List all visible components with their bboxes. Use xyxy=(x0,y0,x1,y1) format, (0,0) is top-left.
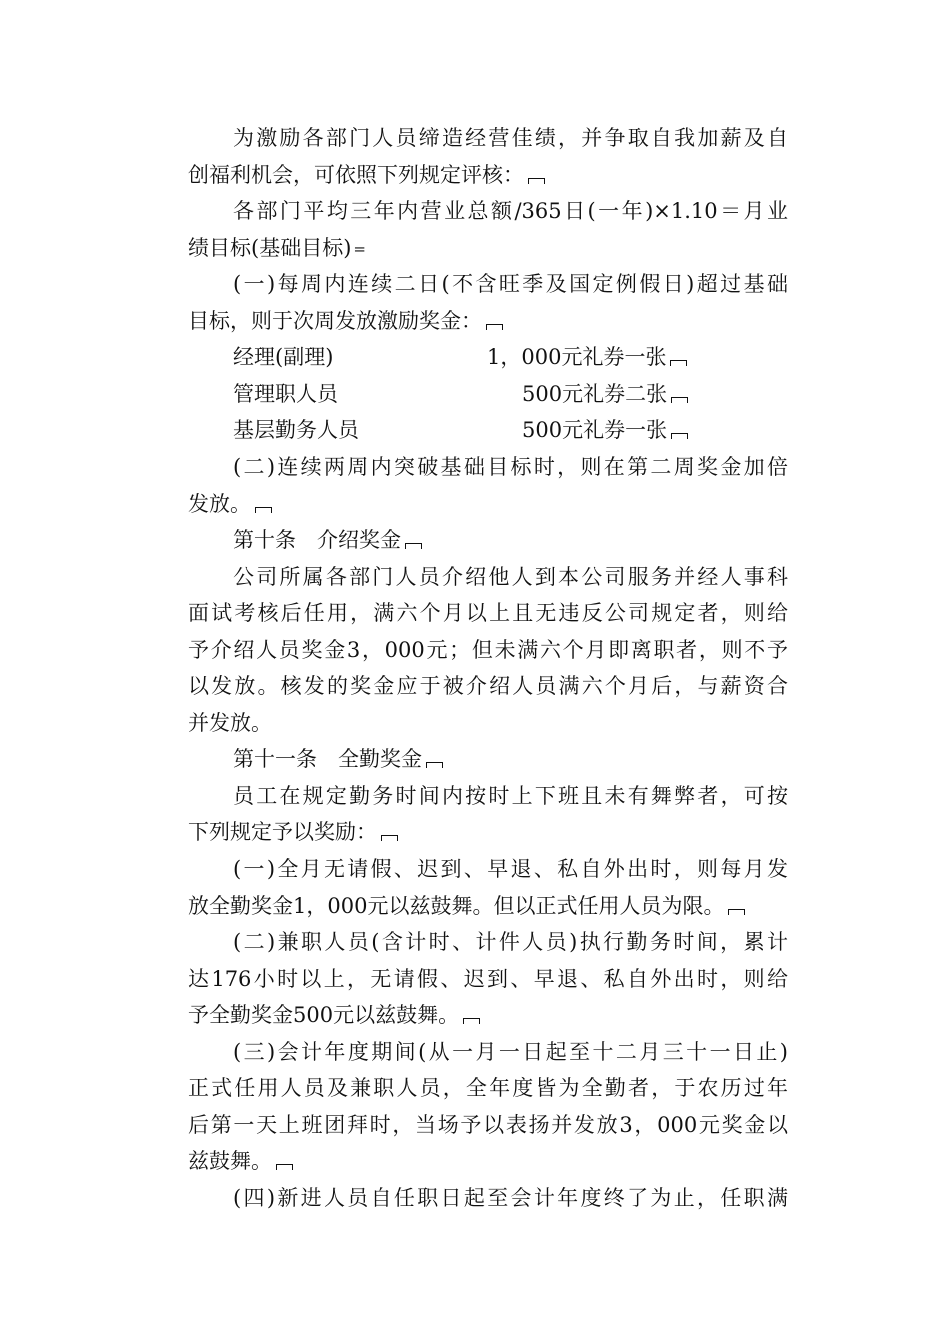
row-label: 基层勤务人员 xyxy=(233,418,359,442)
paragraph-mark-icon xyxy=(276,1164,293,1170)
text-line xyxy=(188,668,788,704)
text-line xyxy=(188,997,788,1033)
line-text: (四)新进人员自任职日起至会计年度终了为止，任职满 xyxy=(233,1186,788,1210)
line-text: (一)每周内连续二日(不含旺季及国定例假日)超过基础 xyxy=(233,272,788,296)
line-text: (一)全月无请假、迟到、早退、私自外出时，则每月发 xyxy=(233,857,788,881)
text-line xyxy=(233,522,788,558)
text-line xyxy=(233,1034,788,1070)
paragraph-mark-icon xyxy=(670,360,687,366)
row-value xyxy=(522,376,688,412)
text-line xyxy=(233,1180,788,1216)
paragraph-mark-icon xyxy=(255,507,272,513)
line-text: 为激励各部门人员缔造经营佳绩，并争取自我加薪及自 xyxy=(233,126,788,150)
text-line xyxy=(188,486,788,522)
line-text: 予介绍人员奖金3，000元；但未满六个月即离职者，则不予 xyxy=(188,638,788,662)
text-line xyxy=(188,157,788,193)
text-line xyxy=(188,961,788,997)
row-value-text: 500元礼券二张 xyxy=(522,382,668,406)
row-value-text: 500元礼券一张 xyxy=(522,418,668,442)
line-text: (二)兼职人员(含计时、计件人员)执行勤务时间，累计 xyxy=(233,930,788,954)
line-text: 兹鼓舞。 xyxy=(188,1149,272,1173)
text-line xyxy=(188,814,788,850)
line-text: 以发放。核发的奖金应于被介绍人员满六个月后，与薪资合 xyxy=(188,674,788,698)
line-text: 第十一条 全勤奖金 xyxy=(233,747,422,771)
line-text: 放全勤奖金1，000元以兹鼓舞。但以正式任用人员为限。 xyxy=(188,894,725,918)
text-line xyxy=(233,778,788,814)
text-line xyxy=(233,559,788,595)
line-text: 下列规定予以奖励： xyxy=(188,820,377,844)
line-text: 面试考核后任用，满六个月以上且无违反公司规定者，则给 xyxy=(188,601,788,625)
row-value xyxy=(487,339,687,375)
text-line xyxy=(188,303,788,339)
line-text: 公司所属各部门人员介绍他人到本公司服务并经人事科 xyxy=(233,565,788,589)
equals-mark-icon: = xyxy=(353,240,366,258)
row-value-text: 1，000元礼券一张 xyxy=(487,345,667,369)
line-text: (三)会计年度期间(从一月一日起至十二月三十一日止) xyxy=(233,1040,788,1064)
text-line xyxy=(188,1070,788,1106)
table-row xyxy=(233,376,788,412)
table-row xyxy=(233,339,788,375)
paragraph-mark-icon xyxy=(463,1018,480,1024)
paragraph-mark-icon xyxy=(486,324,503,330)
text-line xyxy=(233,193,788,229)
line-text: 达176小时以上，无请假、迟到、早退、私自外出时，则给 xyxy=(188,967,788,991)
paragraph-mark-icon xyxy=(405,543,422,549)
paragraph-mark-icon xyxy=(528,178,545,184)
paragraph-mark-icon xyxy=(426,762,443,768)
line-text: 员工在规定勤务时间内按时上下班且未有舞弊者，可按 xyxy=(233,784,788,808)
paragraph-mark-icon xyxy=(671,397,688,403)
text-line xyxy=(188,1107,788,1143)
text-line xyxy=(188,888,788,924)
line-text: 发放。 xyxy=(188,492,251,516)
text-line xyxy=(188,230,788,266)
text-line xyxy=(233,741,788,777)
text-line xyxy=(188,632,788,668)
line-text: 后第一天上班团拜时，当场予以表扬并发放3，000元奖金以 xyxy=(188,1113,788,1137)
text-line xyxy=(233,120,788,156)
line-text: 目标，则于次周发放激励奖金： xyxy=(188,309,482,333)
row-label: 管理职人员 xyxy=(233,382,338,406)
paragraph-mark-icon xyxy=(728,909,745,915)
text-line xyxy=(233,851,788,887)
text-line xyxy=(233,924,788,960)
table-row xyxy=(233,412,788,448)
row-value xyxy=(522,412,688,448)
text-line xyxy=(188,705,788,741)
line-text: 正式任用人员及兼职人员，全年度皆为全勤者，于农历过年 xyxy=(188,1076,788,1100)
text-line xyxy=(188,1143,788,1179)
line-text: 予全勤奖金500元以兹鼓舞。 xyxy=(188,1003,460,1027)
text-line xyxy=(233,449,788,485)
text-line xyxy=(188,595,788,631)
line-text: (二)连续两周内突破基础目标时，则在第二周奖金加倍 xyxy=(233,455,788,479)
row-label: 经理(副理) xyxy=(233,345,334,369)
text-line xyxy=(233,266,788,302)
line-text: 第十条 介绍奖金 xyxy=(233,528,401,552)
line-text: 各部门平均三年内营业总额/365日(一年)×1.10＝月业 xyxy=(233,199,788,223)
paragraph-mark-icon xyxy=(381,835,398,841)
line-text: 创福利机会，可依照下列规定评核： xyxy=(188,163,524,187)
line-text: 绩目标(基础目标) xyxy=(188,236,352,260)
paragraph-mark-icon xyxy=(671,433,688,439)
line-text: 并发放。 xyxy=(188,711,272,735)
